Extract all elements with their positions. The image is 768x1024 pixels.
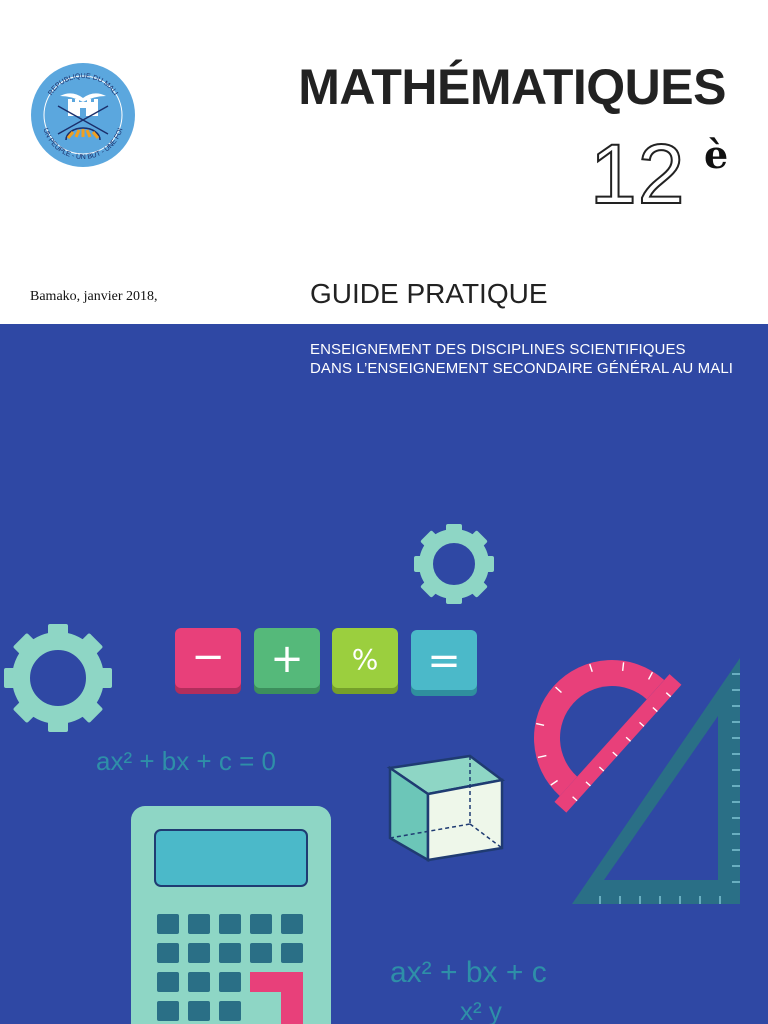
seal-top-text: REPUBLIQUE DU MALI	[47, 72, 119, 97]
subtitle-line-2: DANS L’ENSEIGNEMENT SECONDAIRE GÉNÉRAL AU MALI	[310, 360, 734, 377]
small-gear-icon	[414, 524, 494, 604]
seal-bottom-text: UN PEUPLE - UN BUT - UNE FOI	[41, 127, 125, 162]
plus-key-label: +	[270, 636, 304, 682]
math-illustration	[0, 324, 768, 1024]
equation-variables: x² y	[460, 996, 502, 1024]
mali-coat-of-arms-seal	[30, 62, 136, 168]
cube-icon	[390, 756, 502, 860]
percent-key	[332, 628, 398, 694]
equals-key-label: =	[427, 638, 461, 684]
large-gear-icon	[4, 624, 112, 732]
book-title: MATHÉMATIQUES	[298, 59, 726, 115]
minus-key-label: −	[191, 634, 225, 680]
grade-number: 12	[590, 127, 686, 221]
subtitle-line-1: ENSEIGNEMENT DES DISCIPLINES SCIENTIFIQUES	[310, 341, 686, 358]
minus-key	[175, 628, 241, 694]
grade-suffix: è	[704, 132, 729, 177]
equation-quadratic: ax² + bx + c = 0	[96, 746, 276, 776]
equation-polynomial: ax² + bx + c	[390, 956, 547, 989]
percent-key-label: %	[351, 643, 379, 676]
equals-key	[411, 630, 477, 696]
guide-title: GUIDE PRATIQUE	[310, 278, 548, 309]
protractor-icon	[496, 622, 681, 813]
cover-header	[0, 0, 768, 324]
calculator-icon	[131, 806, 331, 1024]
place-date: Bamako, janvier 2018,	[30, 289, 158, 304]
plus-key	[254, 628, 320, 694]
